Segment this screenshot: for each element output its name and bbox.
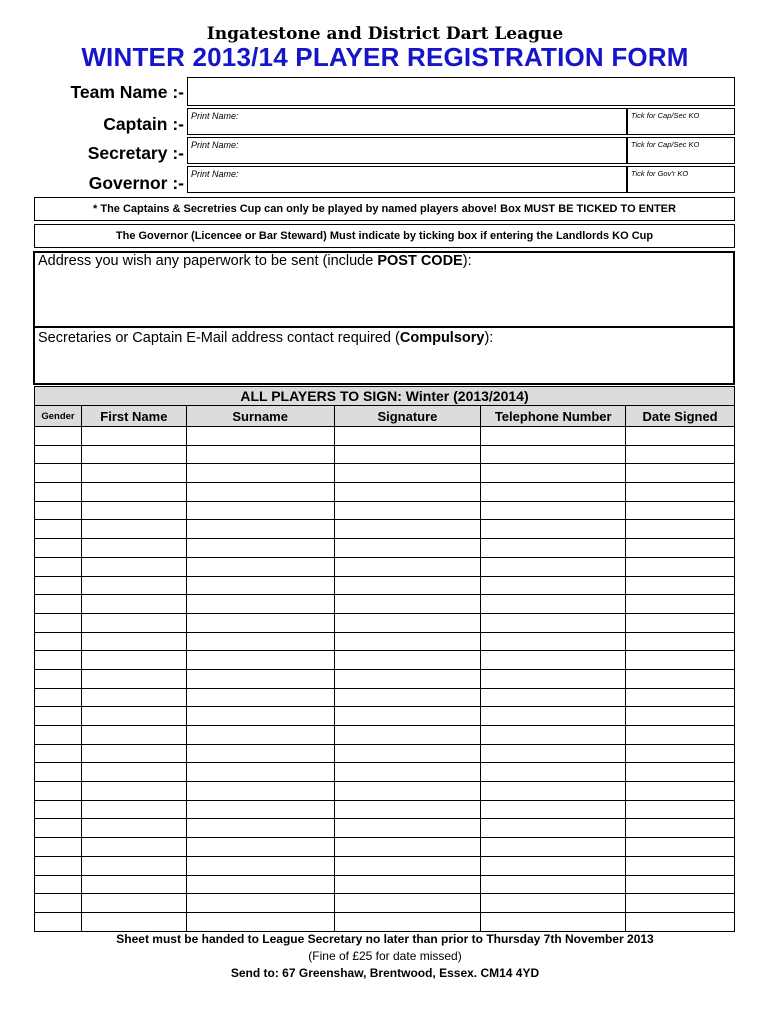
table-cell[interactable] (35, 763, 82, 782)
table-cell[interactable] (81, 632, 186, 651)
col-date-signed: Date Signed (626, 406, 735, 427)
table-cell[interactable] (626, 464, 735, 483)
table-cell[interactable] (186, 520, 334, 539)
table-cell[interactable] (626, 595, 735, 614)
table-cell[interactable] (81, 576, 186, 595)
table-cell[interactable] (626, 557, 735, 576)
table-cell[interactable] (186, 800, 334, 819)
fine-note: (Fine of £25 for date missed) (308, 949, 462, 963)
table-cell[interactable] (481, 763, 626, 782)
email-label: Secretaries or Captain E-Mail address contact required (Compulsory): (38, 330, 494, 346)
table-cell[interactable] (35, 445, 82, 464)
table-cell[interactable] (35, 838, 82, 857)
table-cell[interactable] (334, 875, 481, 894)
table-row (35, 688, 735, 707)
table-cell[interactable] (481, 894, 626, 913)
table-cell[interactable] (626, 483, 735, 502)
table-cell[interactable] (81, 427, 186, 446)
table-cell[interactable] (481, 483, 626, 502)
send-to-address: Send to: 67 Greenshaw, Brentwood, Essex. CM14 4YD (230, 966, 540, 980)
table-cell[interactable] (481, 669, 626, 688)
table-cell[interactable] (81, 782, 186, 801)
table-cell[interactable] (35, 800, 82, 819)
table-cell[interactable] (626, 819, 735, 838)
table-row (35, 445, 735, 464)
table-row (35, 595, 735, 614)
cup-note: * The Captains & Secretries Cup can only be played by named players above! Box MUST BE TICKED TO ENTER (34, 197, 735, 221)
table-cell[interactable] (35, 501, 82, 520)
table-cell[interactable] (334, 707, 481, 726)
table-cell[interactable] (334, 595, 481, 614)
team-name-field[interactable] (187, 77, 735, 106)
table-cell[interactable] (334, 912, 481, 931)
table-cell[interactable] (35, 819, 82, 838)
table-cell[interactable] (334, 856, 481, 875)
table-cell[interactable] (81, 726, 186, 745)
table-cell[interactable] (35, 894, 82, 913)
table-cell[interactable] (334, 726, 481, 745)
table-cell[interactable] (334, 427, 481, 446)
table-cell[interactable] (35, 726, 82, 745)
table-cell[interactable] (481, 838, 626, 857)
secretary-tick-label: Tick for Cap/Sec KO (631, 140, 700, 149)
table-cell[interactable] (481, 875, 626, 894)
table-cell[interactable] (334, 688, 481, 707)
table-cell[interactable] (186, 726, 334, 745)
table-row (35, 501, 735, 520)
governor-tick-box[interactable] (627, 166, 735, 193)
players-banner: ALL PLAYERS TO SIGN: Winter (2013/2014) (34, 386, 735, 405)
table-cell[interactable] (626, 501, 735, 520)
table-cell[interactable] (334, 838, 481, 857)
table-cell[interactable] (626, 651, 735, 670)
table-cell[interactable] (35, 613, 82, 632)
table-cell[interactable] (81, 838, 186, 857)
table-cell[interactable] (81, 800, 186, 819)
table-cell[interactable] (481, 576, 626, 595)
table-row (35, 576, 735, 595)
table-cell[interactable] (35, 427, 82, 446)
table-row (35, 483, 735, 502)
table-cell[interactable] (35, 669, 82, 688)
governor-tick-label: Tick for Gov'r KO (631, 169, 689, 178)
table-cell[interactable] (186, 613, 334, 632)
table-cell[interactable] (334, 520, 481, 539)
governor-label: Governor :- (88, 173, 184, 193)
governor-note: The Governor (Licencee or Bar Steward) Must indicate by ticking box if entering the Landlords KO Cup (34, 224, 735, 248)
table-cell[interactable] (334, 464, 481, 483)
table-cell[interactable] (186, 763, 334, 782)
table-cell[interactable] (626, 894, 735, 913)
table-cell[interactable] (81, 520, 186, 539)
captain-name-field[interactable] (187, 108, 627, 135)
captain-tick-label: Tick for Cap/Sec KO (631, 111, 700, 120)
table-cell[interactable] (626, 856, 735, 875)
table-cell[interactable] (334, 651, 481, 670)
table-cell[interactable] (334, 744, 481, 763)
table-row (35, 782, 735, 801)
table-cell[interactable] (481, 595, 626, 614)
table-cell[interactable] (481, 819, 626, 838)
table-cell[interactable] (81, 912, 186, 931)
table-cell[interactable] (186, 557, 334, 576)
table-cell[interactable] (334, 539, 481, 558)
table-cell[interactable] (334, 763, 481, 782)
table-cell[interactable] (186, 539, 334, 558)
table-cell[interactable] (481, 427, 626, 446)
table-cell[interactable] (186, 856, 334, 875)
deadline-note: Sheet must be handed to League Secretary no later than prior to Thursday 7th November 2013 (116, 932, 654, 946)
table-cell[interactable] (186, 782, 334, 801)
table-cell[interactable] (626, 688, 735, 707)
league-name: Ingatestone and District Dart League (206, 24, 564, 44)
captain-label: Captain :- (103, 114, 184, 134)
table-cell[interactable] (81, 875, 186, 894)
table-cell[interactable] (481, 651, 626, 670)
table-cell[interactable] (186, 445, 334, 464)
table-row (35, 894, 735, 913)
col-surname: Surname (186, 406, 334, 427)
table-cell[interactable] (81, 613, 186, 632)
table-cell[interactable] (35, 595, 82, 614)
table-cell[interactable] (334, 613, 481, 632)
table-cell[interactable] (481, 632, 626, 651)
table-row (35, 613, 735, 632)
table-cell[interactable] (186, 651, 334, 670)
table-cell[interactable] (81, 819, 186, 838)
table-cell[interactable] (334, 894, 481, 913)
table-row (35, 632, 735, 651)
table-cell[interactable] (481, 557, 626, 576)
table-cell[interactable] (626, 726, 735, 745)
table-cell[interactable] (81, 464, 186, 483)
footer (0, 931, 770, 982)
secretary-name-field[interactable] (187, 137, 627, 164)
table-cell[interactable] (81, 763, 186, 782)
table-cell[interactable] (626, 669, 735, 688)
player-rows (35, 427, 735, 932)
player-table (34, 405, 735, 932)
table-cell[interactable] (186, 632, 334, 651)
table-row (35, 427, 735, 446)
table-cell[interactable] (35, 557, 82, 576)
secretary-label: Secretary :- (87, 143, 184, 163)
table-cell[interactable] (334, 557, 481, 576)
table-cell[interactable] (186, 912, 334, 931)
table-cell[interactable] (626, 427, 735, 446)
table-cell[interactable] (481, 445, 626, 464)
captain-tick-box[interactable] (627, 108, 735, 135)
table-cell[interactable] (186, 838, 334, 857)
table-cell[interactable] (186, 464, 334, 483)
table-cell[interactable] (81, 651, 186, 670)
form-title: WINTER 2013/14 PLAYER REGISTRATION FORM (81, 42, 689, 72)
table-cell[interactable] (81, 483, 186, 502)
table-cell[interactable] (481, 688, 626, 707)
table-cell[interactable] (81, 501, 186, 520)
table-cell[interactable] (626, 763, 735, 782)
table-row (35, 856, 735, 875)
table-cell[interactable] (626, 613, 735, 632)
table-cell[interactable] (35, 744, 82, 763)
table-cell[interactable] (481, 800, 626, 819)
table-cell[interactable] (186, 669, 334, 688)
table-cell[interactable] (186, 819, 334, 838)
table-cell[interactable] (186, 894, 334, 913)
table-cell[interactable] (81, 445, 186, 464)
table-cell[interactable] (626, 782, 735, 801)
table-cell[interactable] (35, 483, 82, 502)
table-cell[interactable] (481, 707, 626, 726)
table-cell[interactable] (186, 595, 334, 614)
table-cell[interactable] (626, 576, 735, 595)
table-row (35, 819, 735, 838)
table-cell[interactable] (626, 707, 735, 726)
table-cell[interactable] (626, 912, 735, 931)
table-cell[interactable] (35, 539, 82, 558)
table-cell[interactable] (81, 669, 186, 688)
governor-name-field[interactable] (187, 166, 627, 193)
table-cell[interactable] (334, 501, 481, 520)
address-box[interactable] (33, 251, 735, 328)
table-cell[interactable] (81, 744, 186, 763)
table-cell[interactable] (626, 838, 735, 857)
table-cell[interactable] (35, 576, 82, 595)
table-cell[interactable] (481, 856, 626, 875)
table-cell[interactable] (186, 707, 334, 726)
table-row (35, 539, 735, 558)
table-cell[interactable] (35, 782, 82, 801)
table-cell[interactable] (35, 464, 82, 483)
table-row (35, 912, 735, 931)
secretary-print-name: Print Name: (191, 140, 239, 150)
table-cell[interactable] (481, 501, 626, 520)
table-cell[interactable] (481, 520, 626, 539)
table-cell[interactable] (334, 819, 481, 838)
table-cell[interactable] (334, 800, 481, 819)
captain-print-name: Print Name: (191, 111, 239, 121)
table-cell[interactable] (35, 912, 82, 931)
table-cell[interactable] (81, 688, 186, 707)
col-signature: Signature (334, 406, 481, 427)
table-row (35, 838, 735, 857)
table-cell[interactable] (334, 576, 481, 595)
table-cell[interactable] (81, 557, 186, 576)
table-cell[interactable] (35, 520, 82, 539)
table-row (35, 875, 735, 894)
table-cell[interactable] (186, 688, 334, 707)
table-row (35, 707, 735, 726)
table-cell[interactable] (334, 632, 481, 651)
table-cell[interactable] (481, 613, 626, 632)
table-cell[interactable] (186, 576, 334, 595)
table-cell[interactable] (334, 669, 481, 688)
table-row (35, 557, 735, 576)
table-cell[interactable] (481, 464, 626, 483)
table-cell[interactable] (35, 688, 82, 707)
table-row (35, 763, 735, 782)
table-row (35, 800, 735, 819)
table-cell[interactable] (626, 632, 735, 651)
table-cell[interactable] (626, 875, 735, 894)
table-cell[interactable] (481, 744, 626, 763)
email-box[interactable] (33, 326, 735, 385)
table-cell[interactable] (81, 707, 186, 726)
secretary-tick-box[interactable] (627, 137, 735, 164)
table-cell[interactable] (81, 595, 186, 614)
table-cell[interactable] (481, 782, 626, 801)
table-header-row (35, 406, 735, 427)
table-cell[interactable] (481, 726, 626, 745)
table-cell[interactable] (626, 800, 735, 819)
table-cell[interactable] (334, 445, 481, 464)
governor-print-name: Print Name: (191, 169, 239, 179)
table-row (35, 520, 735, 539)
table-cell[interactable] (186, 875, 334, 894)
table-cell[interactable] (81, 894, 186, 913)
table-row (35, 744, 735, 763)
col-gender: Gender (35, 406, 82, 427)
col-first-name: First Name (81, 406, 186, 427)
table-cell[interactable] (35, 875, 82, 894)
table-cell[interactable] (626, 520, 735, 539)
table-cell[interactable] (186, 427, 334, 446)
table-cell[interactable] (81, 856, 186, 875)
table-cell[interactable] (35, 632, 82, 651)
table-cell[interactable] (626, 539, 735, 558)
table-cell[interactable] (35, 707, 82, 726)
table-cell[interactable] (626, 744, 735, 763)
table-cell[interactable] (334, 483, 481, 502)
table-row (35, 651, 735, 670)
table-cell[interactable] (334, 782, 481, 801)
table-cell[interactable] (186, 483, 334, 502)
address-label: Address you wish any paperwork to be sent (include POST CODE): (38, 253, 472, 269)
table-cell[interactable] (186, 744, 334, 763)
table-cell[interactable] (186, 501, 334, 520)
table-cell[interactable] (35, 651, 82, 670)
table-cell[interactable] (481, 912, 626, 931)
table-cell[interactable] (626, 445, 735, 464)
table-cell[interactable] (81, 539, 186, 558)
col-telephone: Telephone Number (481, 406, 626, 427)
table-row (35, 669, 735, 688)
table-row (35, 726, 735, 745)
team-name-label: Team Name :- (70, 82, 184, 102)
table-cell[interactable] (35, 856, 82, 875)
table-cell[interactable] (481, 539, 626, 558)
table-row (35, 464, 735, 483)
